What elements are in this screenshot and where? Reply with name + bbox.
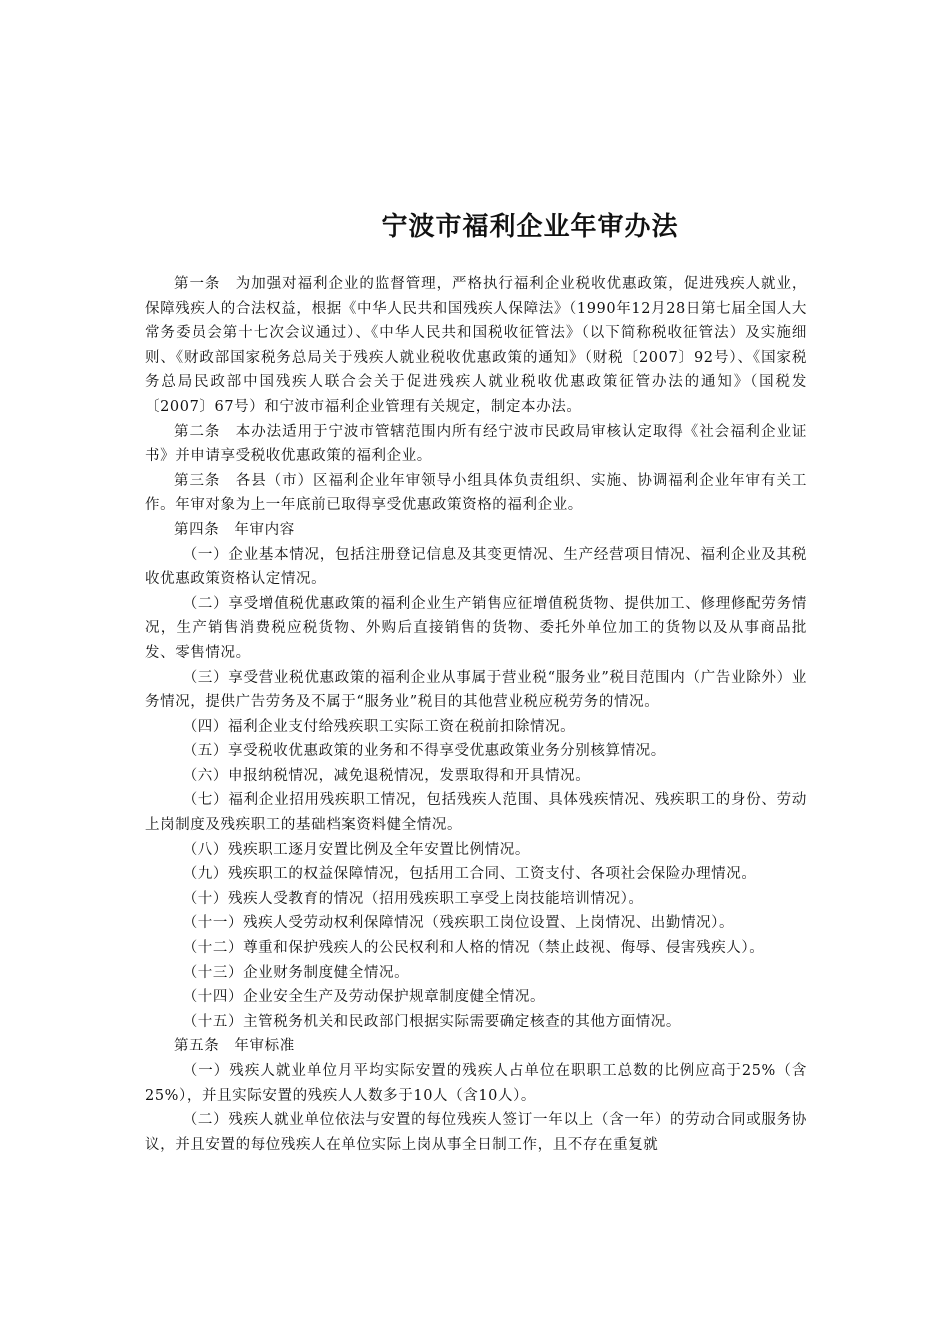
list-item-paragraph: （一）企业基本情况，包括注册登记信息及其变更情况、生产经营项目情况、福利企业及其税收优惠政策资格认定情况。 — [145, 546, 807, 588]
list-item-paragraph: （八）残疾职工逐月安置比例及全年安置比例情况。 — [182, 841, 530, 858]
list-item-paragraph: （十四）企业安全生产及劳动保护规章制度健全情况。 — [182, 989, 546, 1006]
list-item-paragraph: （十五）主管税务机关和民政部门根据实际需要确定核查的其他方面情况。 — [182, 1013, 681, 1030]
list-item-paragraph: （四）福利企业支付给残疾职工实际工资在税前扣除情况。 — [182, 718, 576, 735]
list-item-paragraph: （五）享受税收优惠政策的业务和不得享受优惠政策业务分别核算情况。 — [182, 743, 666, 760]
article-paragraph: 第五条 年审标准 — [174, 1038, 295, 1055]
list-item-paragraph: （三）享受营业税优惠政策的福利企业从事属于营业税“服务业”税目范围内（广告业除外）业务情况，提供广告劳务及不属于“服务业”税目的其他营业税应税劳务的情况。 — [145, 669, 807, 711]
list-item-paragraph: （十）残疾人受教育的情况（招用残疾职工享受上岗技能培训情况）。 — [182, 890, 644, 907]
list-item-paragraph: （二）残疾人就业单位依法与安置的每位残疾人签订一年以上（含一年）的劳动合同或服务协议，并且安置的每位残疾人在单位实际上岗从事全日制工作，且不存在重复就 — [145, 1112, 807, 1153]
list-item-paragraph: （二）享受增值税优惠政策的福利企业生产销售应征增值税货物、提供加工、修理修配劳务情况，生产销售消费税应税货物、外购后直接销售的货物、委托外单位加工的货物以及从事商品批发、零售情况。 — [145, 595, 807, 661]
list-item-paragraph: （十一）残疾人受劳动权利保障情况（残疾职工岗位设置、上岗情况、出勤情况）。 — [182, 915, 735, 932]
list-item-paragraph: （六）申报纳税情况，减免退税情况，发票取得和开具情况。 — [182, 767, 591, 784]
list-item-paragraph: （七）福利企业招用残疾职工情况，包括残疾人范围、具体残疾情况、残疾职工的身份、劳动上岗制度及残疾职工的基础档案资料健全情况。 — [145, 792, 807, 834]
list-item-paragraph: （九）残疾职工的权益保障情况，包括用工合同、工资支付、各项社会保险办理情况。 — [182, 866, 757, 883]
document-title: 宁波市福利企业年审办法 — [381, 212, 679, 242]
article-paragraph: 第一条 为加强对福利企业的监督管理，严格执行福利企业税收优惠政策，促进残疾人就业，保障残疾人的合法权益，根据《中华人民共和国残疾人保障法》（1990年12月28日第七届全国人大常务委员会第十七次会议通过）、《中华人民共和国税收征管法》（以下简称税收征管法）及实施细则、《财政部国家税务总局关于残疾人就业税收优惠政策的通知》（财税〔2007〕92号）、《国家税务总局民政部中国残疾人联合会关于促进残疾人就业税收优惠政策征管办法的通知》（国税发〔2007〕67号）和宁波市福利企业管理有关规定，制定本办法。 — [145, 276, 807, 415]
article-paragraph: 第三条 各县（市）区福利企业年审领导小组具体负责组织、实施、协调福利企业年审有关工作。年审对象为上一年底前已取得享受优惠政策资格的福利企业。 — [145, 472, 807, 514]
list-item-paragraph: （十三）企业财务制度健全情况。 — [182, 964, 410, 981]
list-item-paragraph: （一）残疾人就业单位月平均实际安置的残疾人占单位在职职工总数的比例应高于25%（含25%），并且实际安置的残疾人人数多于10人（含10人）。 — [145, 1063, 807, 1104]
list-item-paragraph: （十二）尊重和保护残疾人的公民权利和人格的情况（禁止歧视、侮辱、侵害残疾人）。 — [182, 940, 765, 957]
article-paragraph: 第二条 本办法适用于宁波市管辖范围内所有经宁波市民政局审核认定取得《社会福利企业证书》并申请享受税收优惠政策的福利企业。 — [145, 423, 807, 465]
article-paragraph: 第四条 年审内容 — [174, 521, 295, 538]
document-body — [145, 272, 807, 1157]
